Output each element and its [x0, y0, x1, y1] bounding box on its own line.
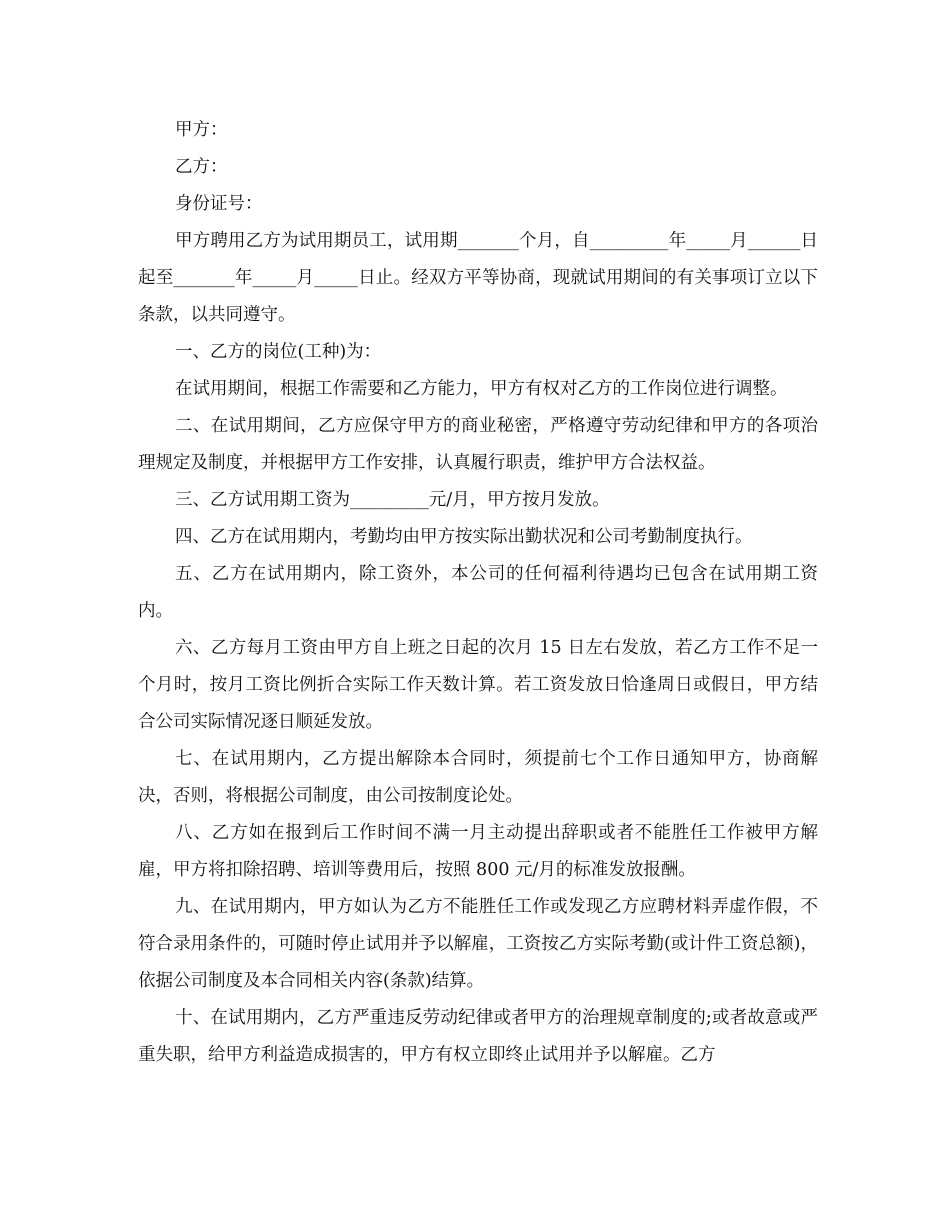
clause-1-title: 一、乙方的岗位(工种)为： [175, 342, 382, 362]
clause-7: 七、在试用期内，乙方提出解除本合同时，须提前七个工作日通知甲方，协商解决，否则，将根据公司制度，由公司按制度论处。 [138, 749, 818, 806]
clause-1-body: 在试用期间，根据工作需要和乙方能力，甲方有权对乙方的工作岗位进行调整。 [175, 379, 788, 399]
party-a-line: 甲方： [175, 120, 228, 140]
contract-page [138, 112, 818, 1074]
clause-5: 五、乙方在试用期内，除工资外，本公司的任何福利待遇均已包含在试用期工资内。 [138, 564, 818, 621]
id-number-line: 身份证号： [175, 194, 263, 214]
clause-3: 三、乙方试用期工资为_________元/月，甲方按月发放。 [175, 490, 610, 510]
party-b-line: 乙方： [175, 157, 228, 177]
clause-8: 八、乙方如在报到后工作时间不满一月主动提出辞职或者不能胜任工作被甲方解雇，甲方将扣除招聘、培训等费用后，按照 800 元/月的标准发放报酬。 [138, 823, 818, 880]
clause-10: 十、在试用期内，乙方严重违反劳动纪律或者甲方的治理规章制度的;或者故意或严重失职，给甲方利益造成损害的，甲方有权立即终止试用并予以解雇。乙方 [138, 1008, 818, 1065]
intro-paragraph: 甲方聘用乙方为试用期员工，试用期_______个月，自_________年_____月______日起至_______年_____月_____日止。经双方平等协商，现就试用期间的有关事项订立以下条款，以共同遵守。 [138, 231, 818, 325]
clause-9: 九、在试用期内，甲方如认为乙方不能胜任工作或发现乙方应聘材料弄虚作假，不符合录用条件的，可随时停止试用并予以解雇，工资按乙方实际考勤(或计件工资总额)，依据公司制度及本合同相关内容(条款)结算。 [138, 897, 818, 991]
clause-2: 二、在试用期间，乙方应保守甲方的商业秘密，严格遵守劳动纪律和甲方的各项治理规定及制度，并根据甲方工作安排，认真履行职责，维护甲方合法权益。 [138, 416, 818, 473]
clause-4: 四、乙方在试用期内，考勤均由甲方按实际出勤状况和公司考勤制度执行。 [175, 527, 753, 547]
clause-6: 六、乙方每月工资由甲方自上班之日起的次月 15 日左右发放，若乙方工作不足一个月时，按月工资比例折合实际工作天数计算。若工资发放日恰逢周日或假日，甲方结合公司实际情况逐日顺延发放。 [138, 638, 818, 732]
